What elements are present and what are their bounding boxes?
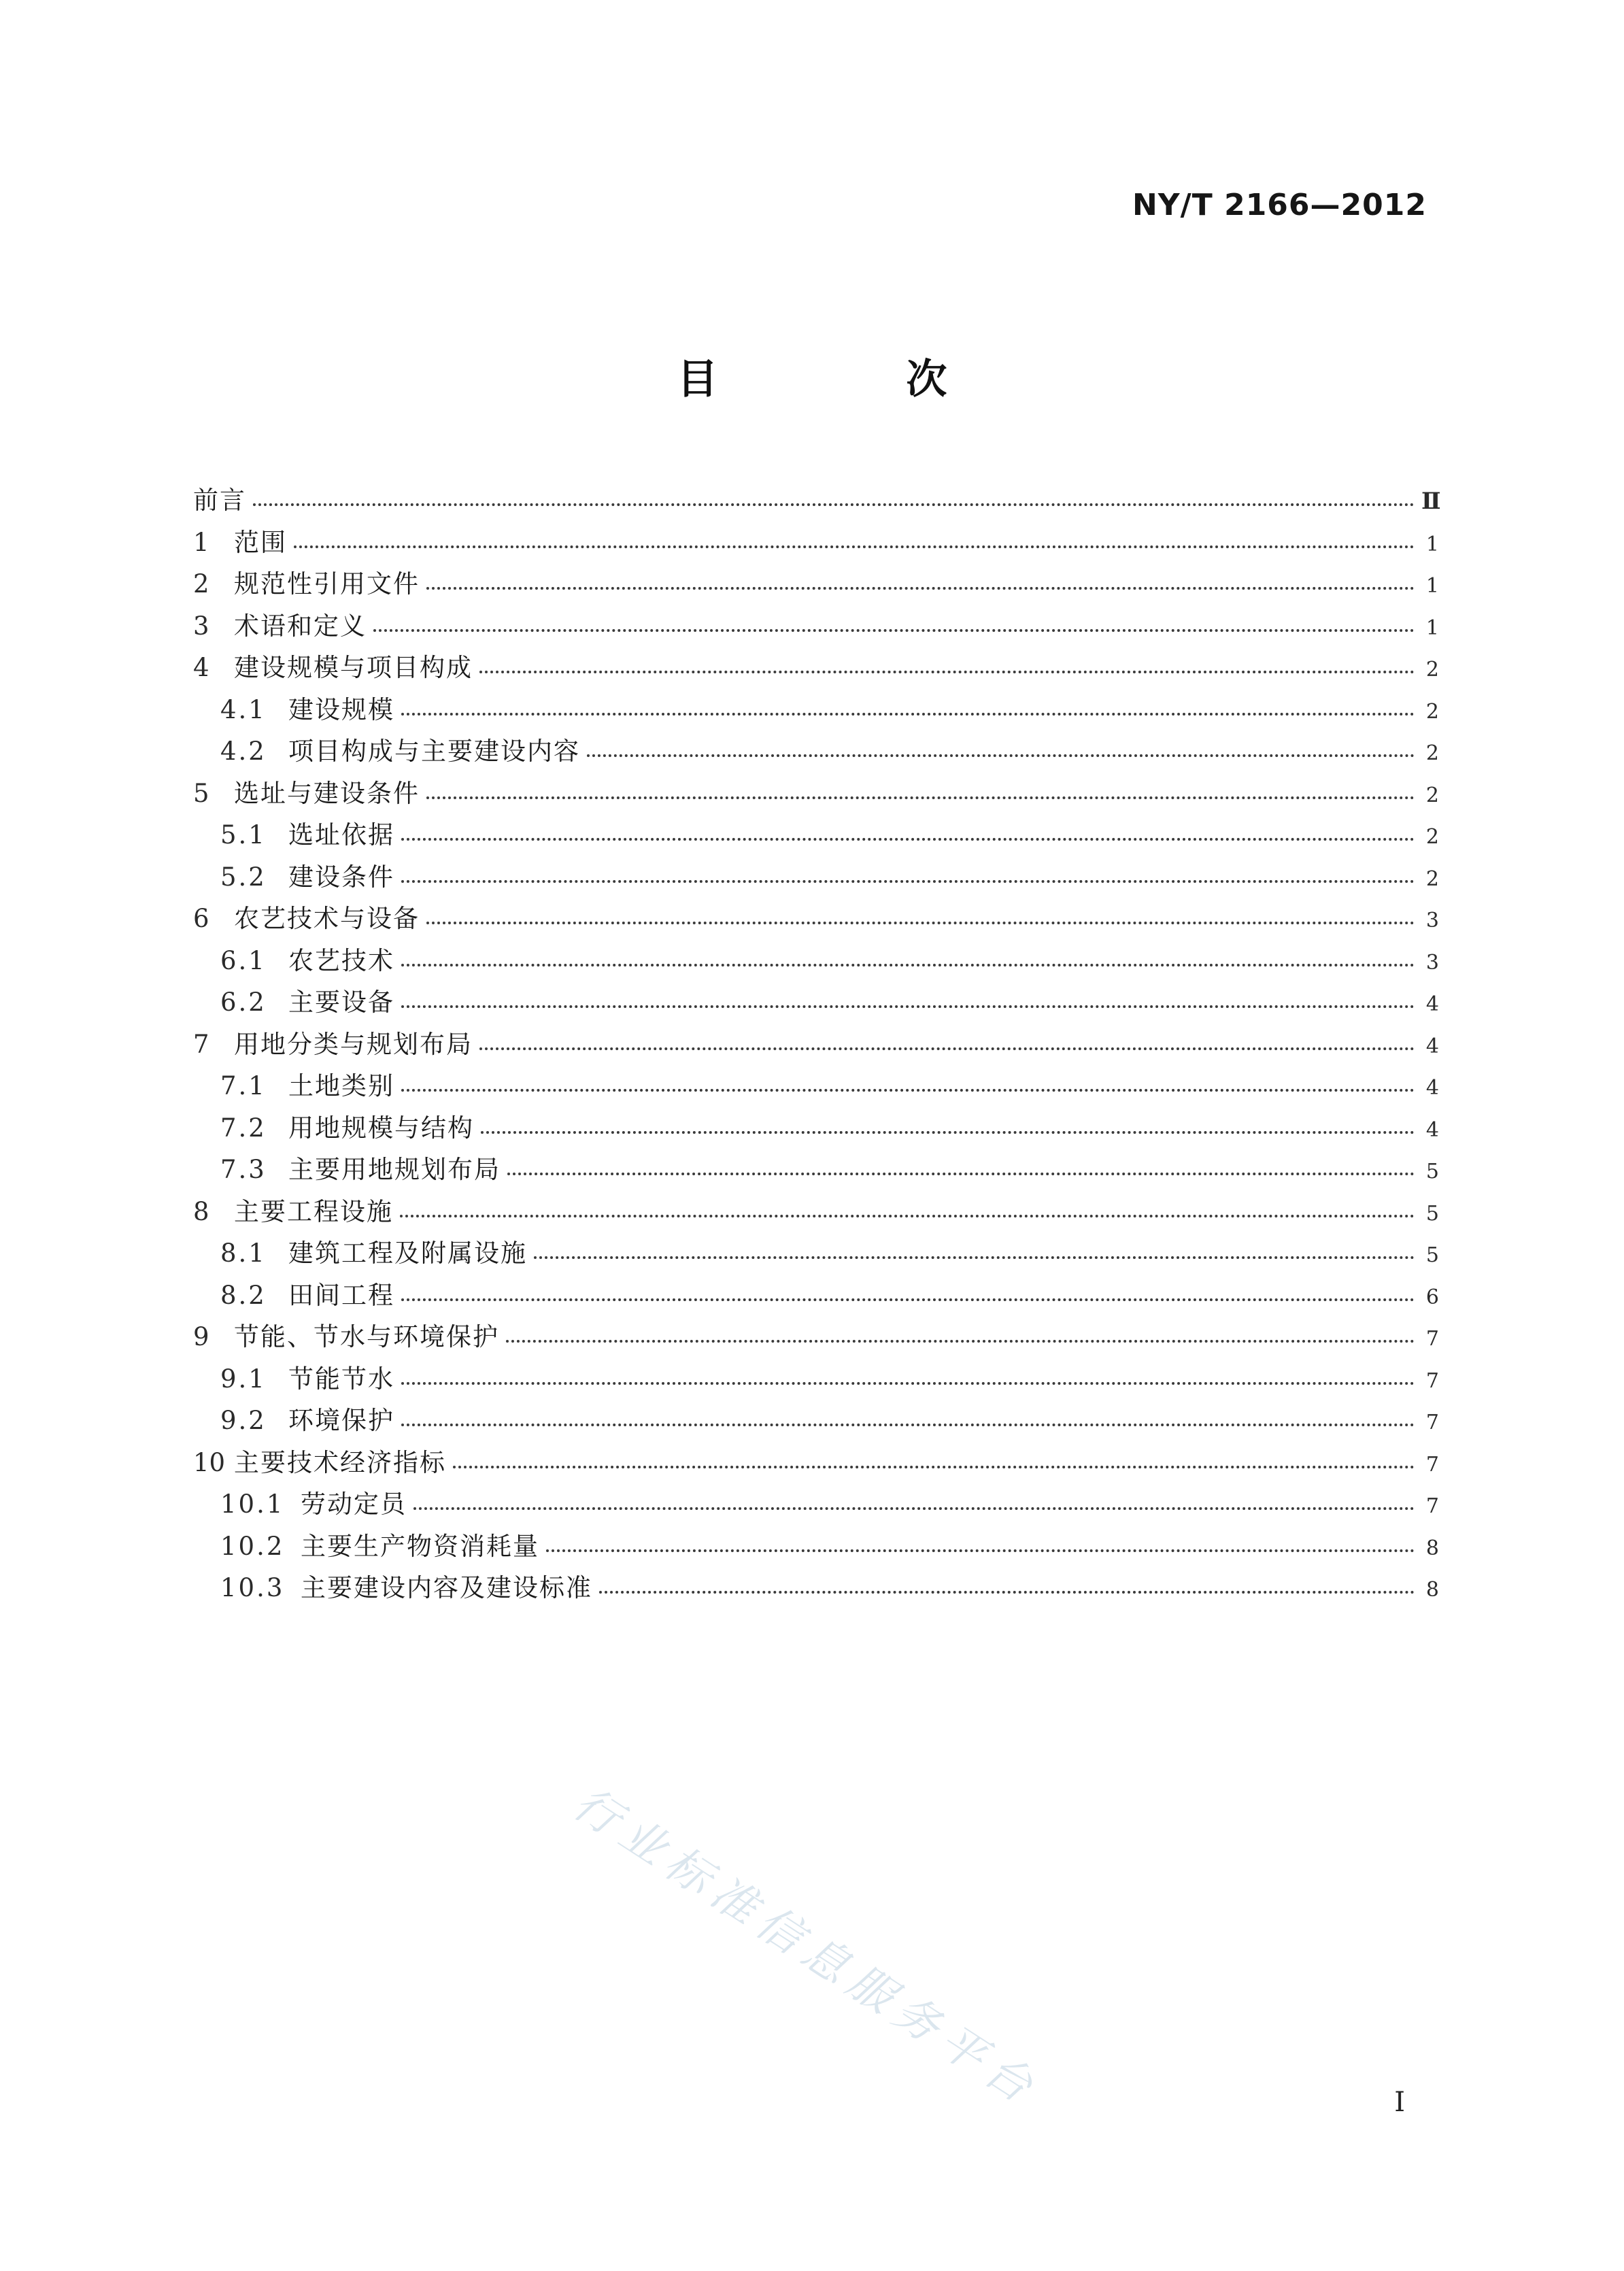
- toc-entry-page: 1: [1425, 532, 1439, 556]
- toc-entry-page: 2: [1425, 699, 1439, 724]
- toc-entry-label: 选址与建设条件: [234, 778, 420, 808]
- toc-leader-dots: [401, 1298, 1415, 1301]
- toc-entry-label: 建设规模: [288, 694, 394, 724]
- toc-entry-page: 5: [1425, 1160, 1439, 1183]
- toc-leader-dots: [546, 1549, 1415, 1552]
- toc-entry[interactable]: [193, 1526, 1439, 1568]
- toc-leader-dots: [534, 1256, 1415, 1259]
- toc-entry-number: 3: [193, 611, 209, 641]
- toc-entry[interactable]: [193, 856, 1439, 898]
- toc-entry[interactable]: [193, 480, 1439, 522]
- toc-leader-dots: [507, 1173, 1415, 1175]
- toc-entry[interactable]: [193, 1567, 1439, 1609]
- toc-entry-number: 5.1: [220, 820, 267, 849]
- toc-entry-number: 4.2: [220, 737, 267, 766]
- toc-leader-dots: [587, 754, 1415, 757]
- toc-entry-number: 9: [193, 1322, 209, 1351]
- toc-entry[interactable]: [193, 1358, 1439, 1400]
- toc-entry-page: 8: [1425, 1536, 1439, 1560]
- toc-entry-page: 1: [1425, 574, 1439, 598]
- toc-entry[interactable]: [193, 814, 1439, 856]
- toc-entry[interactable]: [193, 1483, 1439, 1526]
- toc-leader-dots: [401, 713, 1415, 716]
- toc-entry-number: 6.1: [220, 945, 267, 975]
- toc-entry-page: 3: [1425, 950, 1439, 975]
- toc-leader-dots: [426, 922, 1415, 924]
- toc-entry-label: 主要技术经济指标: [234, 1447, 446, 1477]
- toc-entry[interactable]: [193, 1191, 1439, 1233]
- toc-entry-number: 1: [193, 527, 209, 557]
- toc-entry-label: 用地规模与结构: [288, 1113, 474, 1143]
- toc-entry[interactable]: [193, 940, 1439, 982]
- toc-entry-label: 规范性引用文件: [234, 569, 420, 599]
- page-number: I: [1394, 2087, 1405, 2118]
- toc-entry-page: 2: [1425, 867, 1439, 891]
- toc-leader-dots: [479, 1047, 1415, 1050]
- toc-entry-number: 5.2: [220, 862, 267, 892]
- toc-entry-number: 7.3: [220, 1155, 267, 1184]
- toc-entry-label: 前言: [193, 486, 246, 515]
- toc-leader-dots: [426, 587, 1415, 590]
- toc-entry-label: 术语和定义: [234, 611, 367, 641]
- toc-entry-number: 7: [193, 1029, 209, 1059]
- toc-leader-dots: [294, 545, 1415, 548]
- toc-entry[interactable]: [193, 1232, 1439, 1275]
- toc-entry-label: 主要生产物资消耗量: [301, 1531, 539, 1561]
- toc-entry-number: 9.2: [220, 1406, 267, 1435]
- toc-entry-number: 4.1: [220, 694, 267, 724]
- toc-entry[interactable]: [193, 689, 1439, 731]
- toc-leader-dots: [413, 1507, 1415, 1510]
- toc-entry-page: 2: [1425, 658, 1439, 682]
- toc-leader-dots: [253, 503, 1415, 506]
- toc-entry-page: 1: [1425, 616, 1439, 640]
- toc-entry[interactable]: [193, 522, 1439, 564]
- toc-entry-page: 7: [1425, 1411, 1439, 1434]
- toc-leader-dots: [373, 629, 1415, 632]
- toc-leader-dots: [401, 1089, 1415, 1092]
- toc-entry-page: 7: [1425, 1327, 1439, 1351]
- toc-entry-label: 建设条件: [288, 862, 394, 892]
- toc-entry-label: 选址依据: [288, 820, 394, 849]
- toc-entry-number: 8: [193, 1196, 209, 1226]
- toc-leader-dots: [599, 1591, 1415, 1594]
- toc-entry[interactable]: [193, 1107, 1439, 1149]
- toc-entry-number: 8.1: [220, 1239, 267, 1268]
- toc-entry-label: 田间工程: [288, 1280, 394, 1310]
- toc-entry-page: 8: [1425, 1578, 1439, 1602]
- toc-entry-label: 节能、节水与环境保护: [234, 1322, 499, 1351]
- toc-leader-dots: [506, 1340, 1415, 1343]
- toc-entry[interactable]: [193, 1316, 1439, 1358]
- toc-entry-page: 2: [1425, 825, 1439, 849]
- toc-entry-number: 10.3: [220, 1573, 285, 1602]
- toc-entry-label: 建设规模与项目构成: [234, 653, 473, 682]
- toc-entry[interactable]: [193, 981, 1439, 1024]
- toc-entry-number: 7.2: [220, 1113, 267, 1143]
- toc-entry[interactable]: [193, 1149, 1439, 1191]
- toc-entry[interactable]: [193, 605, 1439, 647]
- toc-entry-page: 4: [1425, 1117, 1439, 1142]
- toc-entry-number: 9.1: [220, 1364, 267, 1394]
- toc-entry-page: 7: [1425, 1452, 1439, 1477]
- toc-entry-label: 用地分类与规划布局: [234, 1029, 473, 1059]
- toc-leader-dots: [479, 671, 1415, 673]
- toc-entry-number: 10.1: [220, 1490, 285, 1519]
- toc-entry-label: 农艺技术与设备: [234, 904, 420, 933]
- toc-leader-dots: [401, 1382, 1415, 1385]
- toc-entry-page: 4: [1425, 992, 1439, 1016]
- toc-entry-number: 10.2: [220, 1531, 285, 1561]
- toc-entry-number: 7.1: [220, 1071, 267, 1100]
- toc-entry-label: 建筑工程及附属设施: [288, 1239, 527, 1268]
- toc-entry[interactable]: [193, 730, 1439, 773]
- toc-leader-dots: [401, 838, 1415, 841]
- toc-entry-number: 2: [193, 569, 209, 599]
- toc-entry[interactable]: [193, 1065, 1439, 1107]
- table-of-contents: [193, 480, 1439, 1609]
- toc-entry-label: 农艺技术: [288, 945, 394, 975]
- toc-entry-label: 土地类别: [288, 1071, 394, 1100]
- toc-entry-page: 2: [1425, 783, 1439, 807]
- toc-entry[interactable]: [193, 1024, 1439, 1066]
- toc-entry-page: 3: [1425, 909, 1439, 932]
- toc-leader-dots: [481, 1131, 1415, 1134]
- standard-code: NY/T 2166—2012: [1132, 188, 1427, 222]
- toc-entry-label: 范围: [234, 527, 287, 557]
- toc-entry-page: 7: [1425, 1368, 1439, 1393]
- toc-entry-page: 4: [1425, 1076, 1439, 1100]
- toc-entry-page: Ⅱ: [1421, 488, 1441, 515]
- toc-entry-label: 节能节水: [288, 1364, 394, 1394]
- toc-entry[interactable]: [193, 898, 1439, 940]
- toc-leader-dots: [453, 1466, 1415, 1468]
- toc-entry-label: 主要设备: [288, 988, 394, 1017]
- toc-entry-label: 劳动定员: [301, 1490, 407, 1519]
- toc-entry-page: 7: [1425, 1494, 1439, 1518]
- toc-entry-number: 6: [193, 904, 209, 933]
- page-title: 目 次: [677, 356, 1034, 403]
- toc-entry[interactable]: [193, 1442, 1439, 1484]
- watermark: 行业标准信息服务平台: [564, 1777, 1049, 2117]
- toc-entry-number: 6.2: [220, 988, 267, 1017]
- toc-entry-number: 10: [193, 1447, 226, 1477]
- toc-entry[interactable]: [193, 647, 1439, 689]
- toc-leader-dots: [401, 964, 1415, 966]
- toc-entry[interactable]: [193, 773, 1439, 815]
- toc-entry[interactable]: [193, 563, 1439, 605]
- toc-entry-page: 6: [1425, 1285, 1439, 1309]
- toc-leader-dots: [426, 796, 1415, 799]
- toc-leader-dots: [401, 1005, 1415, 1008]
- toc-entry[interactable]: [193, 1275, 1439, 1317]
- toc-entry-label: 项目构成与主要建设内容: [288, 737, 580, 766]
- toc-entry-label: 主要用地规划布局: [288, 1155, 501, 1184]
- toc-leader-dots: [400, 1215, 1415, 1217]
- toc-entry-page: 2: [1425, 741, 1439, 765]
- toc-entry-label: 主要建设内容及建设标准: [301, 1573, 592, 1602]
- toc-entry-label: 主要工程设施: [234, 1196, 393, 1226]
- toc-entry-number: 8.2: [220, 1280, 267, 1310]
- toc-entry-page: 5: [1425, 1243, 1439, 1267]
- toc-entry[interactable]: [193, 1400, 1439, 1442]
- toc-entry-page: 5: [1425, 1201, 1439, 1226]
- toc-entry-label: 环境保护: [288, 1406, 394, 1435]
- toc-leader-dots: [401, 880, 1415, 883]
- toc-entry-number: 5: [193, 778, 209, 808]
- toc-entry-page: 4: [1425, 1034, 1439, 1058]
- toc-entry-number: 4: [193, 653, 209, 682]
- toc-leader-dots: [401, 1424, 1415, 1426]
